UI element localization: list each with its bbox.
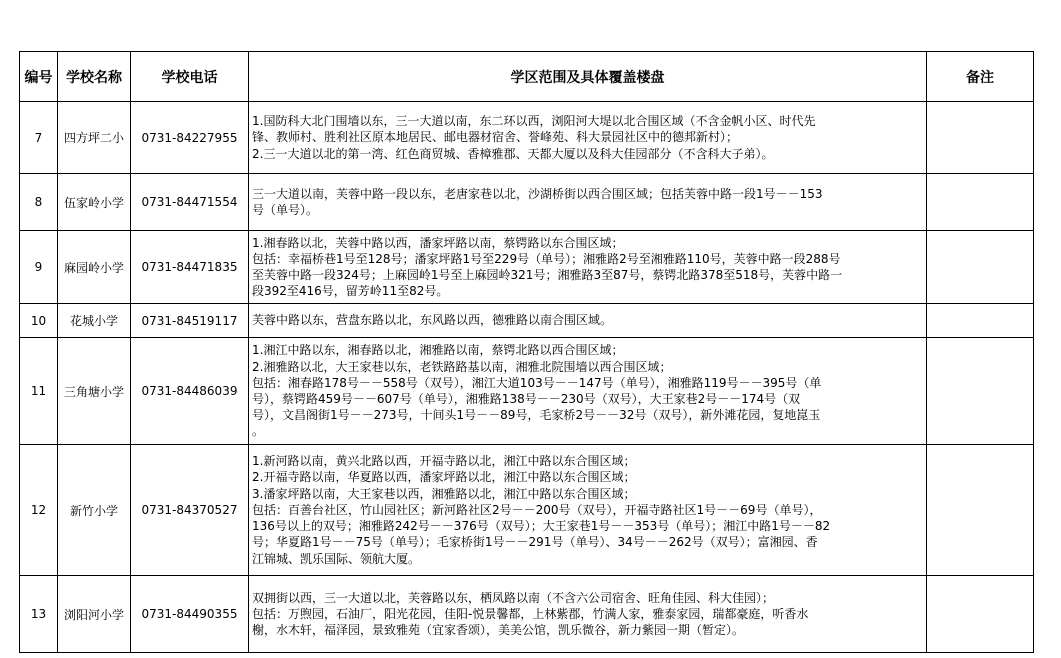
scope-line: 三一大道以南，芙蓉中路一段以东，老唐家巷以北，沙湖桥街以西合围区域；包括芙蓉中路一段1号－－153 <box>252 186 823 201</box>
scope-line: 3.潘家坪路以南，大王家巷以西，湘雅路以北，湘江中路以东合围区域； <box>252 486 636 501</box>
scope-line: 1.国防科大北门围墙以东，三一大道以南，东二环以西，浏阳河大堤以北合围区域（不含金帆小区、时代先 <box>252 114 816 129</box>
district-scope <box>249 304 927 338</box>
row-number: 7 <box>20 102 58 174</box>
school-phone: 0731-84490355 <box>131 576 249 653</box>
row-number: 11 <box>20 338 58 445</box>
scope-line: 1.新河路以南，黄兴北路以西，开福寺路以北，湘江中路以东合围区域； <box>252 454 636 469</box>
district-scope <box>249 576 927 653</box>
header-row <box>20 52 1034 102</box>
table-row <box>20 338 1034 445</box>
school-name: 浏阳河小学 <box>58 576 131 653</box>
scope-line: 号），蔡锷路459号－－607号（单号），湘雅路138号－－230号（双号），大王家巷2号－－174号（双 <box>252 392 801 406</box>
scope-line: 段392至416号，留芳岭11至82号。 <box>252 284 449 299</box>
district-scope <box>249 174 927 231</box>
scope-line: 包括：百善台社区，竹山园社区；新河路社区2号－－200号（双号），开福寺路社区1号－－69号（单号）， <box>252 502 822 517</box>
scope-line: 至芙蓉中路一段324号；上麻园岭1号至上麻园岭321号；湘雅路3至87号，蔡锷北路378至518号，芙蓉中路一 <box>252 268 843 282</box>
school-phone: 0731-84471835 <box>131 231 249 304</box>
scope-line: 号），文昌阁街1号－－273号，十间头1号－－89号，毛家桥2号－－32号（双号），新外滩花园，复地崑玉 <box>252 408 821 423</box>
scope-line: 包括：幸福桥巷1号至128号；潘家坪路1号至229号（单号）；湘雅路2号至湘雅路110号，芙蓉中路一段288号 <box>252 251 841 266</box>
remarks <box>927 304 1034 338</box>
scope-line: 136号以上的双号；湘雅路242号－－376号（双号）；大王家巷1号－－353号（单号）；湘江中路1号－－82 <box>252 519 831 534</box>
row-number: 8 <box>20 174 58 231</box>
row-number: 12 <box>20 445 58 576</box>
header-district-scope: 学区范围及具体覆盖楼盘 <box>249 52 927 102</box>
remarks <box>927 338 1034 445</box>
scope-line: 包括：湘春路178号－－558号（双号），湘江大道103号－－147号（单号），湘雅路119号－－395号（单 <box>252 375 822 390</box>
scope-line: 。 <box>252 424 265 439</box>
school-name: 花城小学 <box>58 304 131 338</box>
row-number: 13 <box>20 576 58 653</box>
school-name: 伍家岭小学 <box>58 174 131 231</box>
remarks <box>927 445 1034 576</box>
school-name: 麻园岭小学 <box>58 231 131 304</box>
table-row <box>20 445 1034 576</box>
scope-line: 包括：万煦园，石油厂，阳光花园，佳阳-悦景馨都，上林紫郡，竹满人家，雅泰家园，瑞都豪庭，听香水 <box>252 606 809 621</box>
scope-line: 号；华夏路1号－－75号（单号）；毛家桥街1号－－291号（单号）、34号－－262号（双号）；富湘园、香 <box>252 535 818 550</box>
school-district-table <box>19 51 1034 653</box>
row-number: 10 <box>20 304 58 338</box>
district-scope <box>249 102 927 174</box>
scope-line: 芙蓉中路以东，营盘东路以北，东风路以西，德雅路以南合围区域。 <box>252 313 613 328</box>
table-row <box>20 576 1034 653</box>
scope-line: 锋、教师村、胜利社区原本地居民、邮电器材宿舍、誉峰苑、科大景园社区中的德邦新村）； <box>252 130 739 145</box>
scope-line: 号（单号）。 <box>252 203 319 217</box>
table-row <box>20 304 1034 338</box>
scope-line: 双拥街以西，三一大道以北，芙蓉路以东，栖凤路以南（不含六公司宿舍、旺角佳园、科大佳园）； <box>252 590 775 605</box>
district-scope <box>249 338 927 445</box>
table-row <box>20 174 1034 231</box>
scope-line: 1.湘江中路以东，湘春路以北，湘雅路以南，蔡锷北路以西合围区域； <box>252 343 624 358</box>
scope-line: 榭，水木轩，福泽园，景致雅苑（宜家香颂），美美公馆，凯乐微谷，新力紫园一期（暂定）。 <box>252 623 745 638</box>
school-name: 三角塘小学 <box>58 338 131 445</box>
header-number: 编号 <box>20 52 58 102</box>
school-phone: 0731-84471554 <box>131 174 249 231</box>
row-number: 9 <box>20 231 58 304</box>
district-scope <box>249 231 927 304</box>
school-name: 四方坪二小 <box>58 102 131 174</box>
header-school-name: 学校名称 <box>58 52 131 102</box>
header-remarks: 备注 <box>927 52 1034 102</box>
table-row <box>20 102 1034 174</box>
remarks <box>927 231 1034 304</box>
table-row <box>20 231 1034 304</box>
scope-line: 2.开福寺路以南，华夏路以西，潘家坪路以北，湘江中路以东合围区域； <box>252 470 636 485</box>
school-phone: 0731-84519117 <box>131 304 249 338</box>
remarks <box>927 102 1034 174</box>
school-phone: 0731-84486039 <box>131 338 249 445</box>
school-name: 新竹小学 <box>58 445 131 576</box>
remarks <box>927 576 1034 653</box>
header-school-phone: 学校电话 <box>131 52 249 102</box>
school-phone: 0731-84227955 <box>131 102 249 174</box>
scope-line: 江锦城、凯乐国际、领航大厦。 <box>252 551 421 566</box>
scope-line: 2.三一大道以北的第一湾、红色商贸城、香樟雅郡、天都大厦以及科大佳园部分（不含科大子弟）。 <box>252 146 774 161</box>
district-scope <box>249 445 927 576</box>
school-phone: 0731-84370527 <box>131 445 249 576</box>
scope-line: 2.湘雅路以北，大王家巷以东，老铁路路基以南，湘雅北院围墙以西合围区域； <box>252 359 672 374</box>
remarks <box>927 174 1034 231</box>
scope-line: 1.湘春路以北，芙蓉中路以西，潘家坪路以南，蔡锷路以东合围区域； <box>252 235 624 250</box>
